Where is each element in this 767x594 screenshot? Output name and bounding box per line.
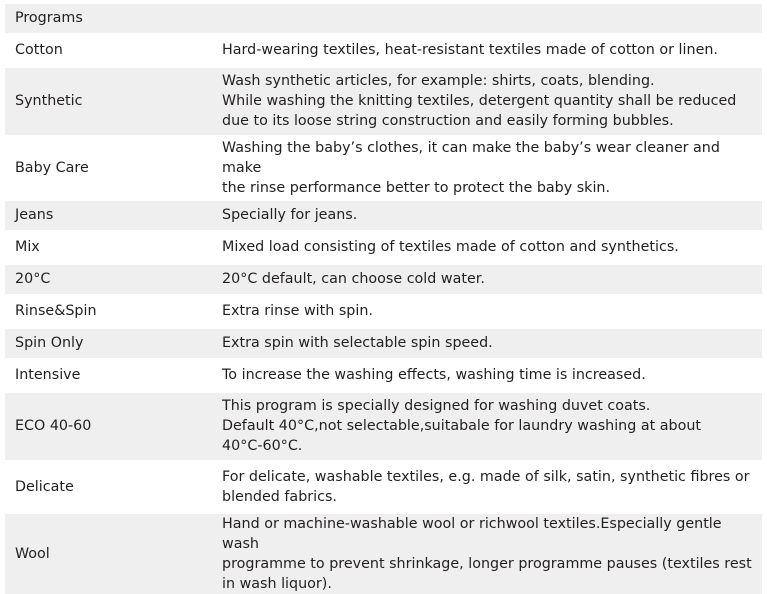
table-row — [5, 231, 762, 263]
table-row — [5, 66, 762, 136]
table-row — [5, 295, 762, 327]
program-name: Intensive — [5, 359, 212, 391]
table-row — [5, 461, 762, 512]
program-description: Mixed load consisting of textiles made of cotton and synthetics. — [212, 231, 762, 263]
program-description: Wash synthetic articles, for example: shirts, coats, blending. While washing the knitting textiles, detergent quantity shall be reduced due to its loose string construction and easily forming bubbles. — [212, 66, 762, 136]
table-row — [5, 327, 762, 359]
program-description: Specially for jeans. — [212, 199, 762, 231]
program-description: Hand or machine-washable wool or richwool textiles.Especially gentle wash programme to prevent shrinkage, longer programme pauses (textiles rest in wash liquor). — [212, 512, 762, 594]
table-row — [5, 512, 762, 594]
program-description: 20°C default, can choose cold water. — [212, 263, 762, 295]
table-row — [5, 263, 762, 295]
program-description: Extra rinse with spin. — [212, 295, 762, 327]
program-name: Cotton — [5, 34, 212, 66]
program-name: Synthetic — [5, 66, 212, 136]
program-description: For delicate, washable textiles, e.g. made of silk, satin, synthetic fibres or blended fabrics. — [212, 461, 762, 512]
table-row — [5, 199, 762, 231]
program-description: Washing the baby’s clothes, it can make the baby’s wear cleaner and make the rinse performance better to protect the baby skin. — [212, 136, 762, 199]
program-name: Spin Only — [5, 327, 212, 359]
program-name: Jeans — [5, 199, 212, 231]
table-header-row — [5, 4, 762, 34]
program-description: Extra spin with selectable spin speed. — [212, 327, 762, 359]
program-name: Delicate — [5, 461, 212, 512]
table-row — [5, 136, 762, 199]
program-name: Rinse&Spin — [5, 295, 212, 327]
program-name: Mix — [5, 231, 212, 263]
table-row — [5, 391, 762, 461]
table-header-programs: Programs — [5, 4, 762, 34]
program-description: Hard-wearing textiles, heat-resistant textiles made of cotton or linen. — [212, 34, 762, 66]
programs-table — [5, 4, 762, 594]
program-name: ECO 40-60 — [5, 391, 212, 461]
table-row — [5, 359, 762, 391]
program-description: This program is specially designed for washing duvet coats. Default 40°C,not selectable,suitabale for laundry washing at about 40°C-60°C. — [212, 391, 762, 461]
table-row — [5, 34, 762, 66]
program-description: To increase the washing effects, washing time is increased. — [212, 359, 762, 391]
program-name: Baby Care — [5, 136, 212, 199]
program-name: Wool — [5, 512, 212, 594]
program-name: 20°C — [5, 263, 212, 295]
